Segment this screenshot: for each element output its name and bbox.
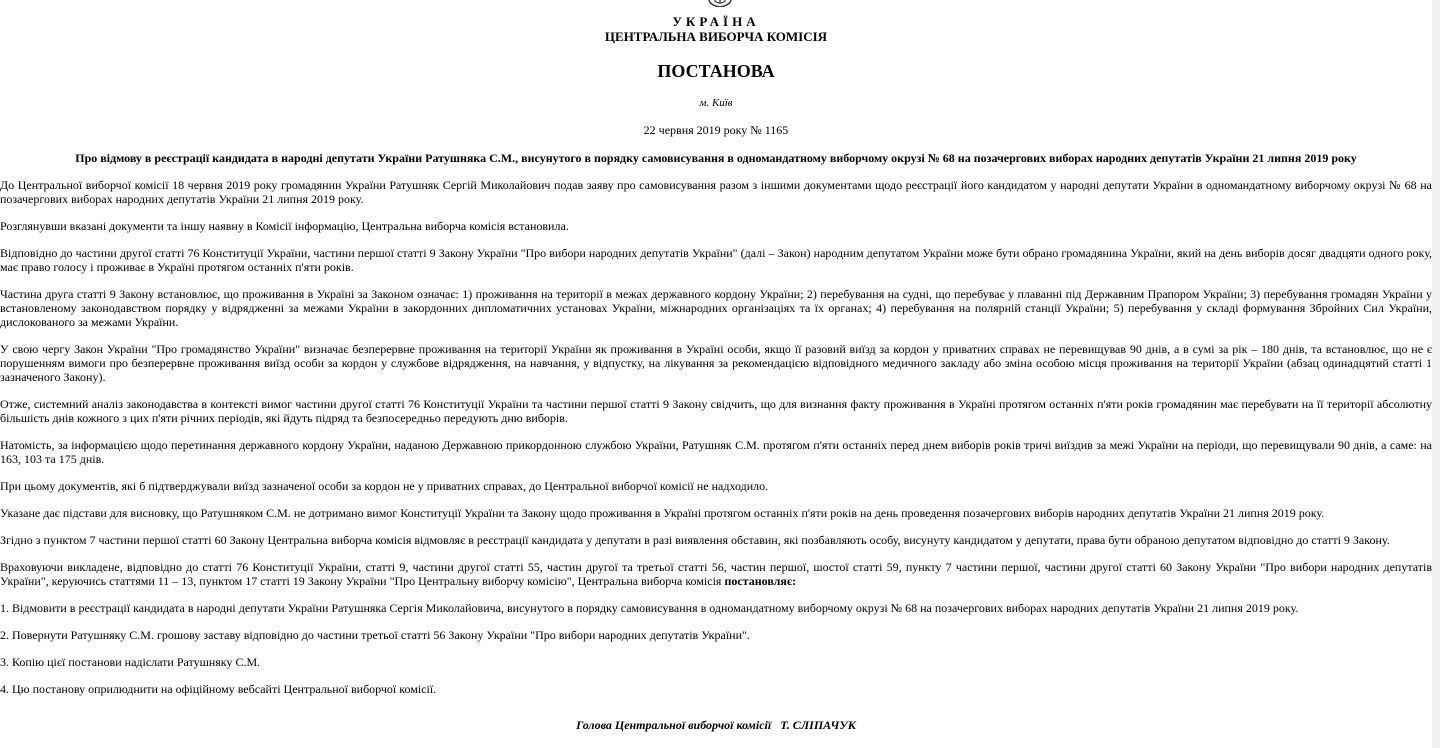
commission-heading: ЦЕНТРАЛЬНА ВИБОРЧА КОМІСІЯ — [604, 29, 828, 44]
paragraph: Згідно з пунктом 7 частини першої статті 60 Закону Центральна виборча комісія відмовляє в реєстрації кандидата у депутати в разі виявлення обставин, які позбавляють особу, висунуту кандидатом у депутати, права бути обраною депутатом відповідно до статті 9 Закону. — [0, 533, 1390, 547]
resolution-subject: Про відмову в реєстрації кандидата в народні депутати України Ратушняка С.М., висунутого в порядку самовисування в одномандатному виборчому окрузі № 68 на позачергових виборах народних депутатів України 21 липня 2019 року — [75, 151, 1357, 165]
date-number-label: 22 червня 2019 року № 1165 — [643, 123, 789, 137]
paragraph: До Центральної виборчої комісії 18 червня 2019 року громадянин України Ратушняк Сергій Миколайович подав заяву про самовисування разом з іншими документами щодо реєстрації його кандидатом у народні депутати України в одномандатному виборчому окрузі № 68 на позачергових виборах народних депутатів України 21 липня 2019 року. — [0, 178, 1432, 206]
document-body — [0, 178, 1432, 709]
decision-keyword: постановляє: — [724, 574, 797, 588]
resolution-item: 1. Відмовити в реєстрації кандидата в народні депутати України Ратушняка Сергія Миколайовича, висунутого в порядку самовисування в одномандатному виборчому окрузі № 68 на позачергових виборах народних депутатів України 21 липня 2019 року. — [0, 601, 1299, 615]
resolution-item: 3. Копію цієї постанови надіслати Ратушняку С.М. — [0, 655, 261, 669]
paragraph: Частина друга статті 9 Закону встановлює, що проживання в Україні за Законом означає: 1) проживання на території в межах державного кордону України; 2) перебування на судні, що перебуває у плаванні під Державним Прапором України; 3) перебування громадян України у встановленому законодавством порядку у відрядженні за межами України в закордонних дипломатичних установах України, міжнародних організаціях та їх органах; 4) перебування на полярній станції України; 5) перебування у складі формування Збройних Сил України, дислокованого за межами України. — [0, 287, 1432, 329]
signature-line: Голова Центральної виборчої комісії Т. СЛІПАЧУК — [576, 718, 856, 732]
city-label: м. Київ — [699, 97, 733, 109]
document-type-title: ПОСТАНОВА — [657, 61, 775, 81]
paragraph: Розглянувши вказані документи та іншу наявну в Комісії інформацію, Центральна виборча комісія встановила. — [0, 219, 569, 233]
vertical-scrollbar[interactable] — [1432, 0, 1440, 748]
paragraph: Натомість, за інформацією щодо перетинання державного кордону України, наданою Державною прикордонною службою України, Ратушняк С.М. протягом п'яти останніх перед днем виборів років тричі виїздив за межі України на періоди, що перевищували 90 днів, а саме: на 163, 103 та 175 днів. — [0, 438, 1432, 466]
country-heading: УКРАЇНА — [672, 14, 760, 29]
decision-intro: Враховуючи викладене, відповідно до статті 76 Конституції України, статті 9, частини другої статті 55, частин другої та третьої статті 56, частин першої, шостої статті 59, пункту 7 частини першої, частини другої статті 60 Закону України "Про вибори народних депутатів України", керуючись статтями 11 – 13, пунктом 17 статті 19 Закону України "Про Центральну виборчу комісію", Центральна виборча комісія — [0, 560, 1432, 588]
resolution-item: 2. Повернути Ратушняку С.М. грошову заставу відповідно до частини третьої статті 56 Закону України "Про вибори народних депутатів України". — [0, 628, 750, 642]
paragraph: Відповідно до частини другої статті 76 Конституції України, частини першої статті 9 Закону України "Про вибори народних депутатів України" (далі – Закон) народним депутатом України може бути обрано громадянина України, який на день виборів досяг двадцяти одного року, має право голосу і проживає в Україні протягом останніх п'яти років. — [0, 246, 1432, 274]
paragraph: Отже, системний аналіз законодавства в контексті вимог частини другої статті 76 Конституції України та частини першої статті 9 Закону свідчить, що для визнання факту проживання в Україні протягом останніх п'яти років громадянин має перебувати на її території абсолютну більшість днів кожного з цих п'яти річних періодів, які йдуть підряд та безпосередньо передують дню виборів. — [0, 397, 1432, 425]
paragraph: При цьому документів, які б підтверджували виїзд зазначеної особи за кордон не у приватних справах, до Центральної виборчої комісії не надходило. — [0, 479, 769, 493]
decision-paragraph — [0, 560, 1432, 588]
paragraph: Указане дає підстави для висновку, що Ратушняком С.М. не дотримано вимог Конституції України та Закону щодо проживання в Україні протягом останніх п'яти років на день проведення позачергових виборів народних депутатів України 21 липня 2019 року. — [0, 506, 1325, 520]
coat-of-arms-icon — [705, 0, 735, 7]
resolution-item: 4. Цю постанову оприлюднити на офіційному вебсайті Центральної виборчої комісії. — [0, 682, 437, 696]
paragraph: У свою чергу Закон України "Про громадянство України" визначає безперервне проживання на території України як проживання в Україні особи, якщо її разовий виїзд за кордон у приватних справах не перевищував 90 днів, а в сумі за рік – 180 днів, та встановлює, що не є порушенням вимоги про безперервне проживання виїзд особи за кордон у службове відрядження, на навчання, у відпустку, на лікування за рекомендацією відповідного медичного закладу або зміна особою місця проживання на території України (абзац одинадцятий статті 1 зазначеного Закону). — [0, 342, 1432, 384]
